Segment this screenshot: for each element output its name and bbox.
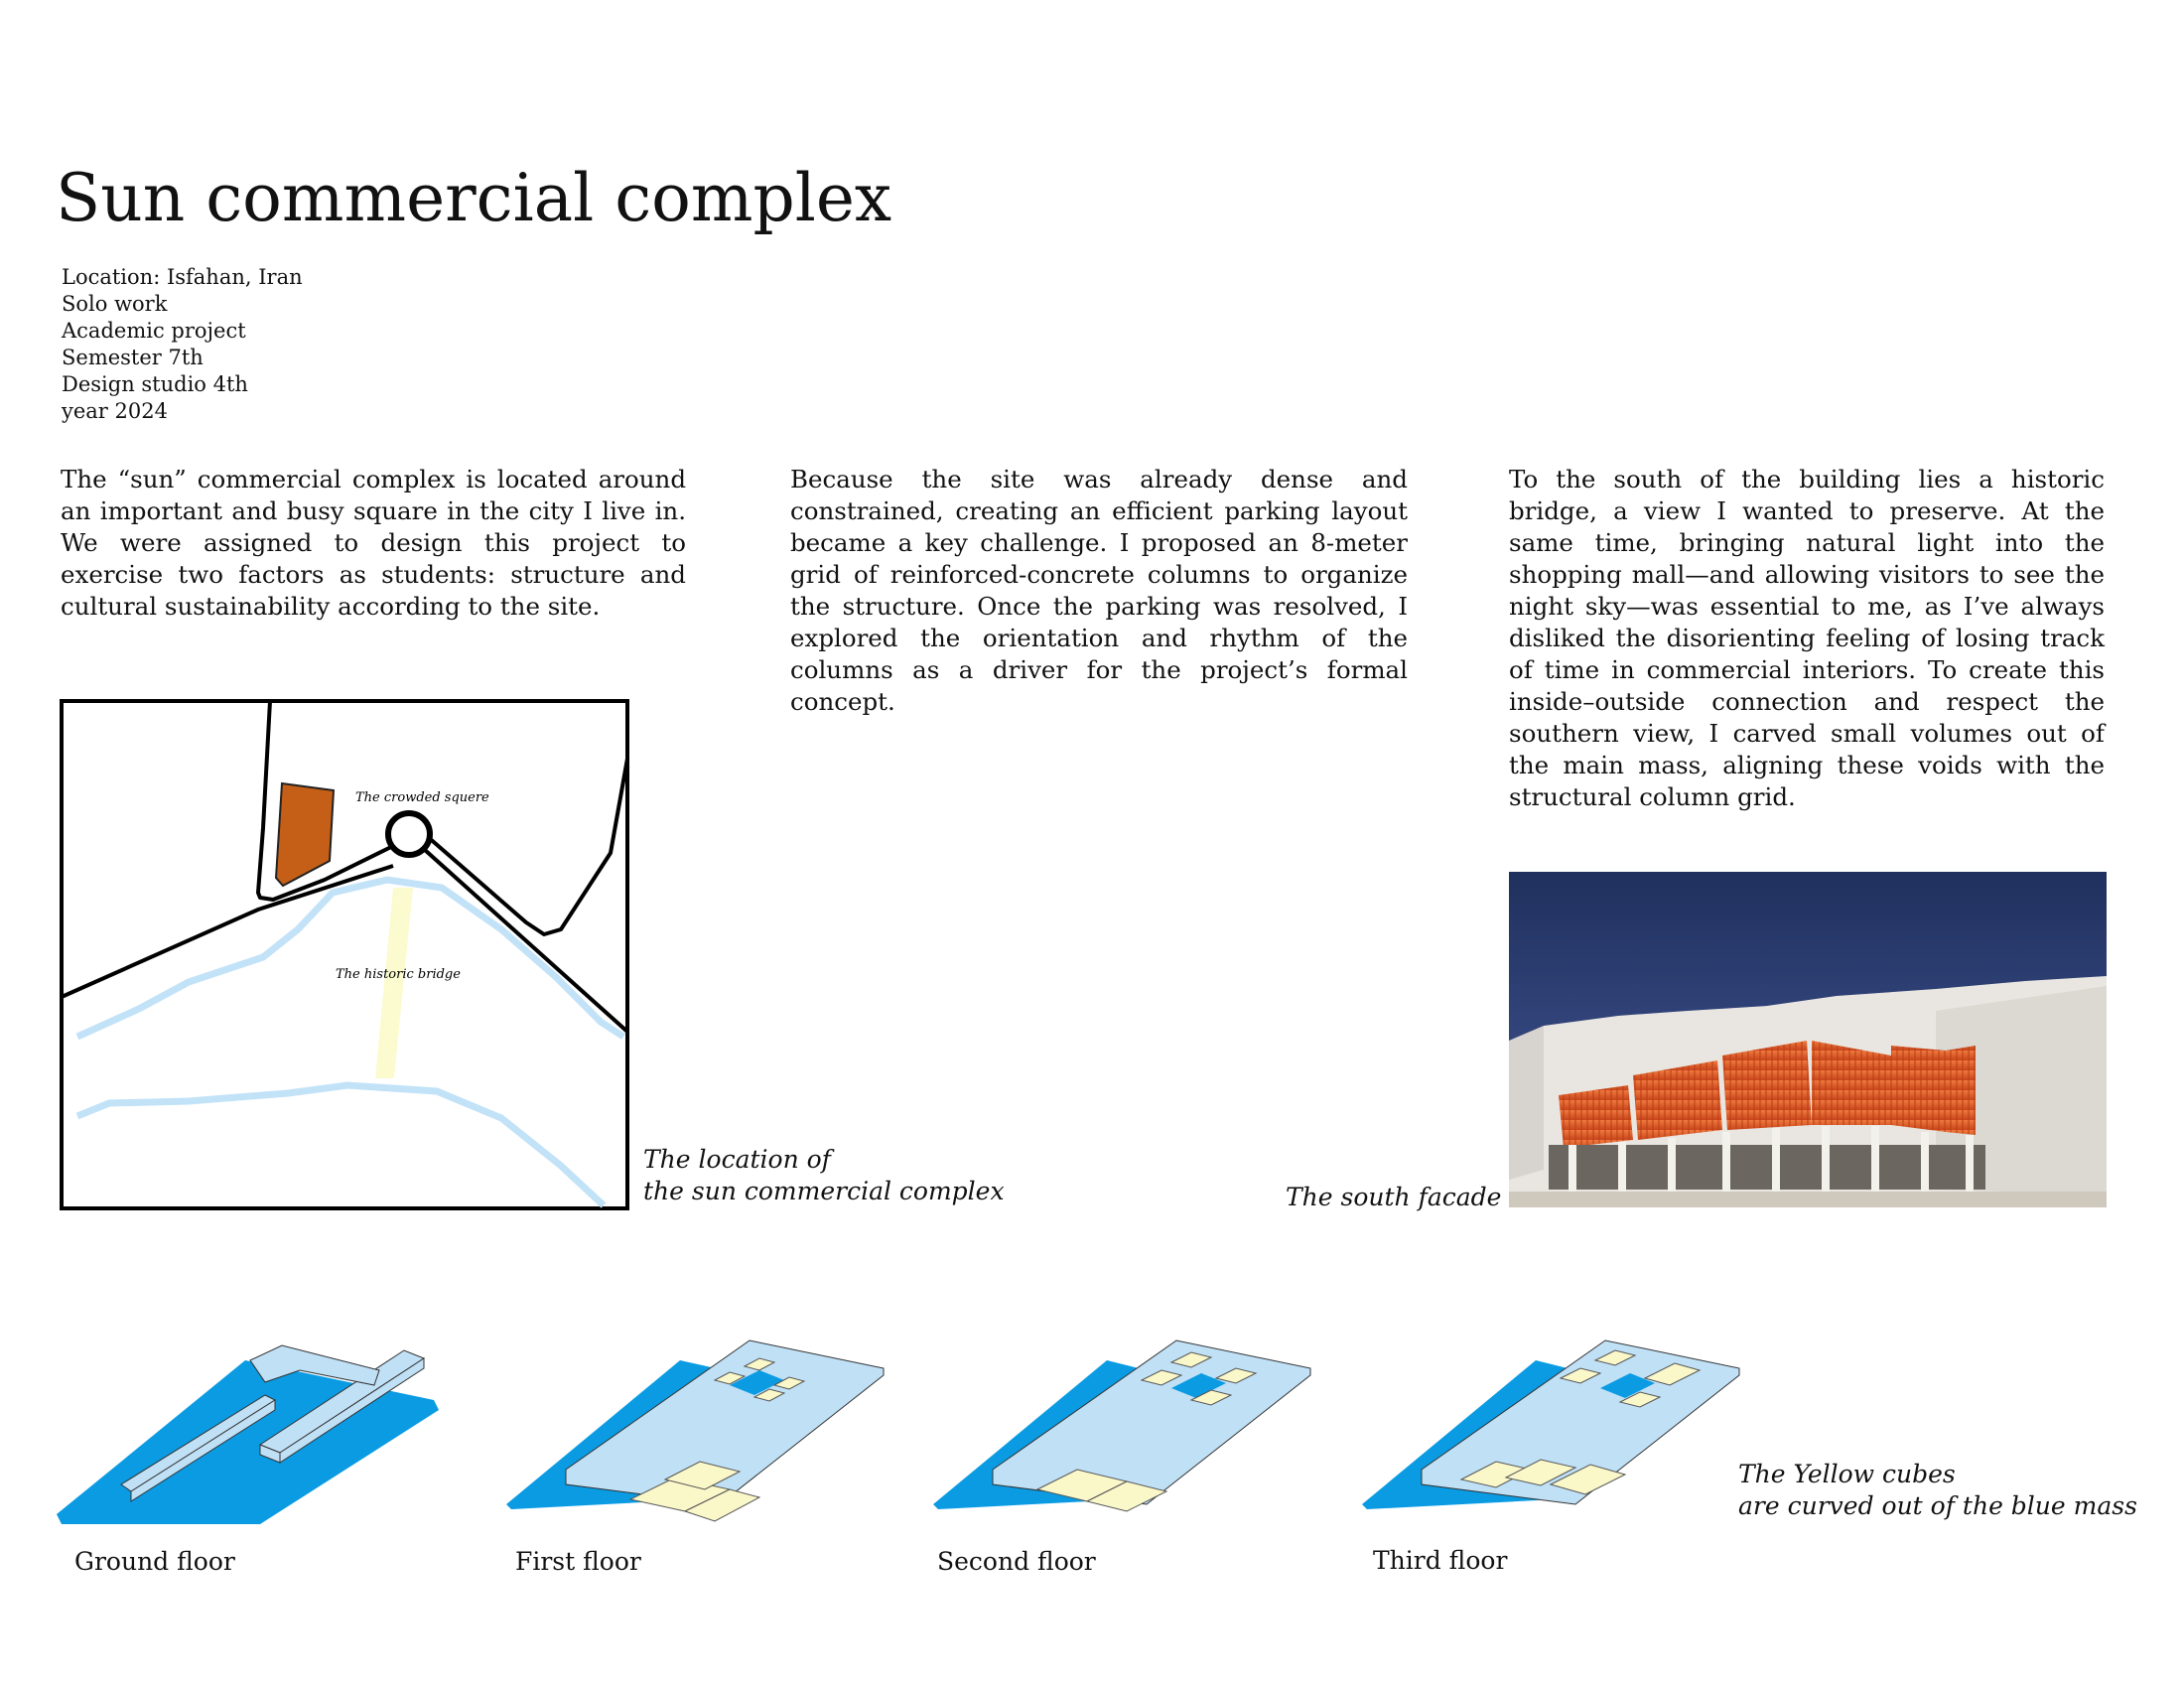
first-floor-diagram — [501, 1331, 888, 1569]
second-floor-diagram — [928, 1331, 1315, 1569]
roundabout — [388, 813, 430, 855]
concept-paragraph: To the south of the building lies a historic bridge, a view I wanted to preserve. At the same time, bringing natural light into the shopping mall—and allowing visitors to see the night sky—was essential to me, as I’ve always disliked the disorienting feeling of losing track of time in commercial interiors. To create this inside–outside connection and respect the southern view, I carved small volumes out of the main mass, aligning these voids with the structural column grid. — [1509, 465, 2105, 811]
ground-floor-label: Ground floor — [74, 1547, 235, 1576]
facade-screen-5 — [1891, 1046, 1946, 1132]
map-caption — [643, 1144, 1005, 1207]
facade-screen-1 — [1559, 1085, 1633, 1148]
meta-work: Solo work — [62, 292, 168, 316]
page-title: Sun commercial complex — [56, 160, 892, 236]
intro-paragraph: The “sun” commercial complex is located around an important and busy square in the city I live in. We were assigned to design this project to exercise two factors as students: structure and cultural sustainability according to the site. — [61, 465, 686, 621]
cubes-caption-line1: The Yellow cubes — [1738, 1460, 1956, 1488]
meta-semester: Semester 7th — [62, 346, 204, 369]
structure-paragraph: Because the site was already dense and constrained, creating an efficient parking layout became a key challenge. I proposed an 8-meter grid of reinforced-concrete columns to organize the structure. Once the parking was resolved, I explored the orientation and rhythm of the columns as a driver for the project’s formal concept. — [790, 465, 1408, 716]
bridge-label: The historic bridge — [336, 967, 461, 982]
facade-screen-3 — [1722, 1041, 1812, 1130]
cubes-caption-line2: are curved out of the blue mass — [1738, 1491, 2137, 1520]
third-floor-label: Third floor — [1373, 1546, 1508, 1575]
ground-floor-diagram — [52, 1331, 439, 1569]
meta-location: Location: Isfahan, Iran — [62, 265, 303, 289]
first-floor-label: First floor — [515, 1547, 641, 1576]
project-meta — [62, 264, 303, 425]
map-caption-line1: The location of — [643, 1145, 831, 1174]
meta-type: Academic project — [62, 319, 246, 343]
south-facade-render — [1509, 872, 2107, 1207]
cubes-caption — [1738, 1459, 2137, 1522]
facade-caption: The south facade — [1286, 1183, 1502, 1211]
meta-studio: Design studio 4th — [62, 372, 248, 396]
facade-screen-6 — [1946, 1046, 1976, 1135]
meta-year: year 2024 — [62, 399, 168, 423]
map-caption-line2: the sun commercial complex — [643, 1177, 1005, 1205]
facade-ground-level — [1549, 1145, 1985, 1190]
second-floor-label: Second floor — [937, 1547, 1096, 1576]
site-map — [60, 699, 629, 1210]
square-label: The crowded squere — [355, 790, 489, 805]
facade-plaza — [1509, 1192, 2107, 1207]
facade-left-wing — [1509, 1026, 1544, 1180]
third-floor-diagram — [1357, 1331, 1744, 1569]
facade-screen-4 — [1812, 1041, 1891, 1125]
